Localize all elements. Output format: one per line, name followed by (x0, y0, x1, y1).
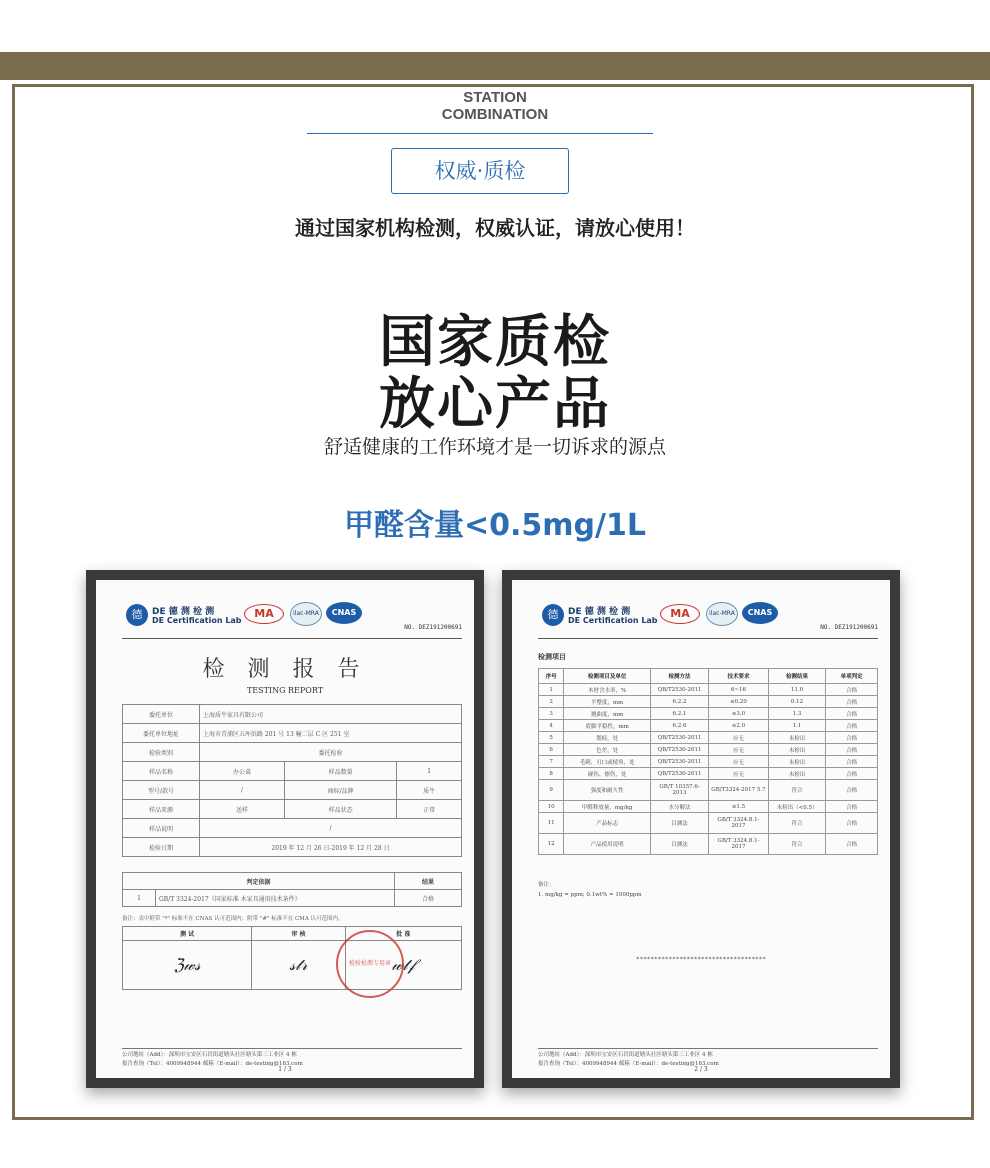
table-cell: 未检出（<0.5） (768, 801, 825, 813)
table-cell: 办公桌 (200, 762, 285, 781)
table-row (539, 834, 878, 855)
table-cell: 8 (539, 768, 564, 780)
table-cell: GB/T 10357.6-2013 (651, 780, 709, 801)
remarks-line: 1. mg/kg = ppm; 0.1wt% = 1000ppm (538, 892, 642, 898)
table-cell: 商标/品牌 (285, 781, 397, 800)
lab-name-en: DE Certification Lab (568, 616, 658, 625)
table-cell: 样品数量 (285, 762, 397, 781)
page-number: 2 / 3 (694, 1066, 708, 1073)
table-cell: 产品标志 (564, 813, 651, 834)
table-cell: 划痕，处 (564, 732, 651, 744)
table-cell: 样品名称 (123, 762, 200, 781)
table-cell: ≤1.5 (709, 801, 769, 813)
table-row (539, 756, 878, 768)
table-cell: GB/T 3324-2017《国家标准 木家具通用技术条件》 (156, 890, 395, 907)
table-cell: 合格 (826, 744, 878, 756)
station-label-line2: COMBINATION (441, 106, 549, 123)
header-divider (307, 133, 653, 134)
table-cell: 0.12 (768, 696, 825, 708)
table-header: 单项判定 (826, 669, 878, 684)
table-cell: 合格 (826, 813, 878, 834)
certificate-page-1 (96, 580, 474, 1078)
cnas-logo: CNAS (742, 602, 778, 624)
table-cell: 9 (539, 780, 564, 801)
table-cell: 6.2.2 (651, 696, 709, 708)
table-row (539, 732, 878, 744)
table-row (539, 708, 878, 720)
table-cell: 未检出 (768, 768, 825, 780)
table-row (539, 768, 878, 780)
table-cell: QB/T2530-2011 (651, 732, 709, 744)
table-cell: 未检出 (768, 732, 825, 744)
table-cell: 甲醛释放量，mg/kg (564, 801, 651, 813)
table-cell: 6~16 (709, 684, 769, 696)
table-cell: 合格 (826, 756, 878, 768)
table-cell: 1 (123, 890, 156, 907)
report-number: NO. DEZ191200691 (820, 624, 878, 631)
table-header: 判定依据 (123, 873, 395, 890)
page-number: 1 / 3 (278, 1066, 292, 1073)
table-header: 检测方法 (651, 669, 709, 684)
table-cell: 产品使用说明 (564, 834, 651, 855)
table-row (539, 696, 878, 708)
table-cell: GB/T3324-2017 5.7 (709, 780, 769, 801)
hero-headline-line2: 放心产品 (379, 372, 611, 437)
certificate-page-2 (512, 580, 890, 1078)
lab-name-cn: DE 德 测 检 测 (568, 607, 631, 617)
table-cell: 底脚平稳性，mm (564, 720, 651, 732)
table-cell: 型号/款号 (123, 781, 200, 800)
table-cell: 应无 (709, 768, 769, 780)
certificate-header (122, 598, 462, 639)
table-cell: 合格 (826, 732, 878, 744)
remarks (538, 880, 642, 900)
table-cell: 6.2.1 (651, 708, 709, 720)
table-cell: 平整度，mm (564, 696, 651, 708)
report-number: NO. DEZ191200691 (404, 624, 462, 631)
table-cell: QB/T2530-2011 (651, 768, 709, 780)
de-lab-logo-icon: 德 (542, 604, 564, 626)
table-row (539, 813, 878, 834)
certificate-frame-2 (502, 570, 900, 1088)
table-cell: 目测法 (651, 834, 709, 855)
table-cell: 样品说明 (123, 819, 200, 838)
table-cell: 12 (539, 834, 564, 855)
table-cell: 2019 年 12 月 26 日-2019 年 12 月 28 日 (200, 838, 462, 857)
sample-info-table (122, 704, 462, 857)
table-cell: QB/T2530-2011 (651, 756, 709, 768)
table-header-row (539, 669, 878, 684)
table-cell: 质牛 (397, 781, 462, 800)
top-decorative-band (0, 52, 990, 80)
table-cell: 合格 (826, 834, 878, 855)
table-cell: 10 (539, 801, 564, 813)
table-cell: 4 (539, 720, 564, 732)
table-cell: GB/T 3324.8.1-2017 (709, 834, 769, 855)
table-cell: 检验日期 (123, 838, 200, 857)
remarks-title: 备注： (538, 882, 555, 888)
table-cell: 目测法 (651, 813, 709, 834)
table-cell: QB/T2530-2011 (651, 744, 709, 756)
cma-logo: MA (660, 604, 700, 624)
table-row (539, 780, 878, 801)
footer-address: 公司地址（Add）：深圳市宝安区石岩街道塘头社区塘头第三工业区 4 栋 (538, 1052, 713, 1058)
table-cell: 合格 (826, 684, 878, 696)
table-cell: 委托单位 (123, 705, 200, 724)
table-cell: 未检出 (768, 756, 825, 768)
table-cell: 7 (539, 756, 564, 768)
table-cell: 正常 (397, 800, 462, 819)
table-cell: 2 (539, 696, 564, 708)
table-header: 序号 (539, 669, 564, 684)
table-cell: 合格 (826, 801, 878, 813)
signature-tester: ℨ𝓌𝓈 (123, 941, 252, 990)
table-cell: 上海市青浦区五厍浜路 201 号 13 幢二层 C 区 251 室 (200, 724, 462, 743)
table-cell: 委托检验 (200, 743, 462, 762)
table-header: 审 核 (252, 927, 345, 941)
table-cell: 应无 (709, 744, 769, 756)
ilac-logo: ilac-MRA (706, 602, 738, 626)
table-header: 技术要求 (709, 669, 769, 684)
table-cell: 强度和耐久性 (564, 780, 651, 801)
table-cell: 翘曲度，mm (564, 708, 651, 720)
table-cell: 委托单位地址 (123, 724, 200, 743)
footer-address: 公司地址（Add）：深圳市宝安区石岩街道塘头社区塘头第三工业区 4 栋 (122, 1052, 297, 1058)
station-label-line1: STATION (463, 89, 527, 106)
table-cell: QB/T2530-2011 (651, 684, 709, 696)
table-cell: 1.3 (768, 708, 825, 720)
table-row (539, 801, 878, 813)
table-cell: 送样 (200, 800, 285, 819)
cnas-note: 备注：表中附带 "*" 标准不在 CNAS 认可范围内；附带 "#" 标准不在 CMA 认可范围内。 (122, 916, 344, 922)
table-cell: 1 (539, 684, 564, 696)
table-cell: / (200, 781, 285, 800)
table-header: 批 准 (345, 927, 461, 941)
table-header: 检测项目及单位 (564, 669, 651, 684)
hero-headline-line1: 国家质检 (379, 310, 611, 375)
signature-table (122, 926, 462, 990)
table-cell: 5 (539, 732, 564, 744)
table-cell: 符合 (768, 834, 825, 855)
signature-reviewer: 𝓈𝓉𝓇 (252, 941, 345, 990)
official-stamp: 检验检测专用章 (336, 930, 404, 998)
table-cell: 碰伤、擦伤，处 (564, 768, 651, 780)
table-cell: 样品来源 (123, 800, 200, 819)
report-title: 检 测 报 告 (202, 657, 368, 682)
cnas-logo: CNAS (326, 602, 362, 624)
tagline: 通过国家机构检测，权威认证，请放心使用！ (295, 216, 695, 240)
table-header: 结果 (395, 873, 462, 890)
footer-contact: 报告查询（Tel）：4009948944 邮箱（E-mail）：de-testing@163.com (538, 1061, 719, 1067)
formaldehyde-claim: 甲醛含量<0.5mg/1L (344, 508, 646, 543)
table-cell: 未检出 (768, 744, 825, 756)
table-cell: 上海质牛家具有限公司 (200, 705, 462, 724)
lab-name-en: DE Certification Lab (152, 616, 242, 625)
end-of-report-stars: ************************************ (635, 956, 767, 963)
table-cell: 符合 (768, 813, 825, 834)
table-cell: 6 (539, 744, 564, 756)
authority-badge: 权威·质检 (391, 148, 569, 194)
table-cell: 合格 (395, 890, 462, 907)
footer-contact: 报告查询（Tel）：4009948944 邮箱（E-mail）：de-testing@163.com (122, 1061, 303, 1067)
table-cell: GB/T 3324.8.1-2017 (709, 813, 769, 834)
table-cell: 水分解法 (651, 801, 709, 813)
table-cell: 应无 (709, 732, 769, 744)
judgement-basis-table (122, 872, 462, 907)
table-cell: 色差，处 (564, 744, 651, 756)
table-cell: ≤0.20 (709, 696, 769, 708)
table-cell: 合格 (826, 696, 878, 708)
table-cell: / (200, 819, 462, 838)
hero-subtitle: 舒适健康的工作环境才是一切诉求的源点 (323, 436, 666, 458)
table-cell: 样品状态 (285, 800, 397, 819)
table-cell: ≤2.0 (709, 720, 769, 732)
signature-approver: 𝓌𝓉𝒻 (345, 941, 461, 990)
cma-logo: MA (244, 604, 284, 624)
table-cell: 检验类别 (123, 743, 200, 762)
certificate-frame-1 (86, 570, 484, 1088)
table-cell: 毛刺、刃口或棱角，处 (564, 756, 651, 768)
ilac-logo: ilac-MRA (290, 602, 322, 626)
table-cell: 符合 (768, 780, 825, 801)
report-subtitle: TESTING REPORT (246, 686, 324, 695)
table-header: 测 试 (123, 927, 252, 941)
table-cell: 6.2.6 (651, 720, 709, 732)
table-cell: 1 (397, 762, 462, 781)
table-cell: 11 (539, 813, 564, 834)
test-items-table (538, 668, 878, 855)
table-cell: 应无 (709, 756, 769, 768)
de-lab-logo-icon: 德 (126, 604, 148, 626)
table-row (539, 720, 878, 732)
table-cell: 合格 (826, 768, 878, 780)
table-cell: 合格 (826, 708, 878, 720)
certificate-header (538, 598, 878, 639)
table-cell: 合格 (826, 780, 878, 801)
lab-name-cn: DE 德 测 检 测 (152, 607, 215, 617)
table-cell: ≤3.0 (709, 708, 769, 720)
table-cell: 11.0 (768, 684, 825, 696)
table-cell: 合格 (826, 720, 878, 732)
table-header: 检测结果 (768, 669, 825, 684)
table-row (539, 744, 878, 756)
table-cell: 3 (539, 708, 564, 720)
section-title: 检测项目 (538, 652, 566, 661)
table-cell: 木材含水率，% (564, 684, 651, 696)
table-row (539, 684, 878, 696)
table-cell: 1.1 (768, 720, 825, 732)
